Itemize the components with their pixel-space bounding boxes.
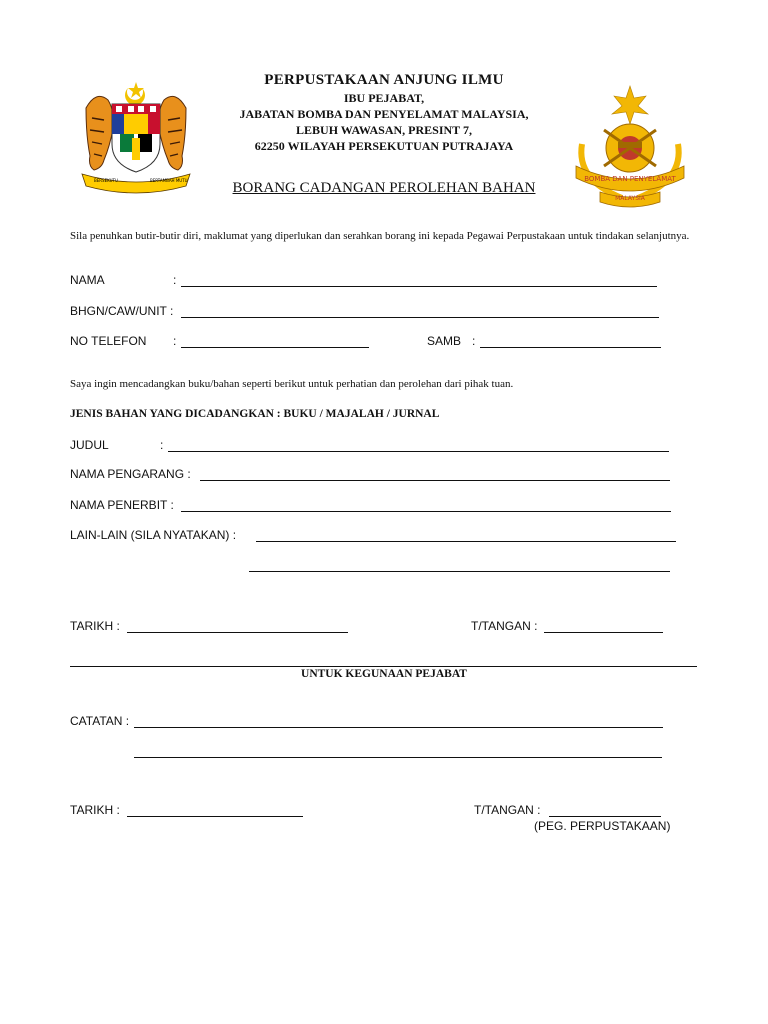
nama-label: NAMA xyxy=(70,273,105,287)
svg-text:BERTAMBAH MUTU: BERTAMBAH MUTU xyxy=(150,178,188,183)
nama-colon: : xyxy=(173,273,177,287)
office-ttangan-field[interactable] xyxy=(549,816,661,817)
suggestion-intro: Saya ingin mencadangkan buku/bahan seperti berikut untuk perhatian dan perolehan dari pihak tuan. xyxy=(70,378,514,390)
telefon-label: NO TELEFON xyxy=(70,334,147,348)
lain-lain-field[interactable] xyxy=(256,541,676,542)
section-divider xyxy=(70,666,697,667)
tarikh-label: TARIKH : xyxy=(70,619,120,633)
penerbit-field[interactable] xyxy=(181,511,671,512)
jenis-bahan-label: JENIS BAHAN YANG DICADANGKAN : BUKU / MAJALAH / JURNAL xyxy=(70,408,440,420)
officer-note: (PEG. PERPUSTAKAAN) xyxy=(534,819,671,833)
pengarang-label: NAMA PENGARANG : xyxy=(70,467,191,481)
bomba-ribbon-text-2: MALAYSIA xyxy=(615,195,645,202)
judul-label: JUDUL xyxy=(70,438,109,452)
telefon-field[interactable] xyxy=(181,347,369,348)
lain-lain-field-2[interactable] xyxy=(249,571,670,572)
office-tarikh-field[interactable] xyxy=(127,816,303,817)
malaysia-coat-of-arms-icon xyxy=(72,78,200,198)
address-line-1: IBU PEJABAT, xyxy=(343,91,425,105)
bomba-emblem-icon xyxy=(564,84,696,214)
bhgn-label: BHGN/CAW/UNIT : xyxy=(70,304,174,318)
telefon-colon: : xyxy=(173,334,177,348)
samb-colon: : xyxy=(472,334,476,348)
pengarang-field[interactable] xyxy=(200,480,670,481)
ttangan-field[interactable] xyxy=(544,632,663,633)
svg-text:BERSEKUTU: BERSEKUTU xyxy=(94,178,118,183)
samb-label: SAMB xyxy=(427,334,462,348)
nama-field[interactable] xyxy=(181,286,657,287)
bhgn-field[interactable] xyxy=(181,317,659,318)
office-tarikh-label: TARIKH : xyxy=(70,803,120,817)
penerbit-label: NAMA PENERBIT : xyxy=(70,498,174,512)
bomba-ribbon-text: BOMBA DAN PENYELAMAT xyxy=(584,175,676,183)
address-line-2: JABATAN BOMBA DAN PENYELAMAT MALAYSIA, xyxy=(239,107,529,121)
address-line-4: 62250 WILAYAH PERSEKUTUAN PUTRAJAYA xyxy=(254,139,514,153)
form-title: BORANG CADANGAN PEROLEHAN BAHAN xyxy=(232,180,536,196)
samb-field[interactable] xyxy=(480,347,661,348)
office-ttangan-label: T/TANGAN : xyxy=(474,803,541,817)
tarikh-field[interactable] xyxy=(127,632,348,633)
address-line-3: LEBUH WAWASAN, PRESINT 7, xyxy=(296,123,472,137)
catatan-field-2[interactable] xyxy=(134,757,662,758)
catatan-label: CATATAN : xyxy=(70,714,130,728)
intro-text: Sila penuhkan butir-butir diri, maklumat yang diperlukan dan serahkan borang ini kepada Pegawai Perpustakaan untuk tindakan selanjutnya. xyxy=(70,230,690,242)
office-use-title: UNTUK KEGUNAAN PEJABAT xyxy=(301,668,467,680)
judul-field[interactable] xyxy=(168,451,669,452)
lain-lain-label: LAIN-LAIN (SILA NYATAKAN) : xyxy=(70,528,237,542)
library-name: PERPUSTAKAAN ANJUNG ILMU xyxy=(264,72,504,88)
ttangan-label: T/TANGAN : xyxy=(471,619,538,633)
catatan-field[interactable] xyxy=(134,727,663,728)
judul-colon: : xyxy=(160,438,164,452)
